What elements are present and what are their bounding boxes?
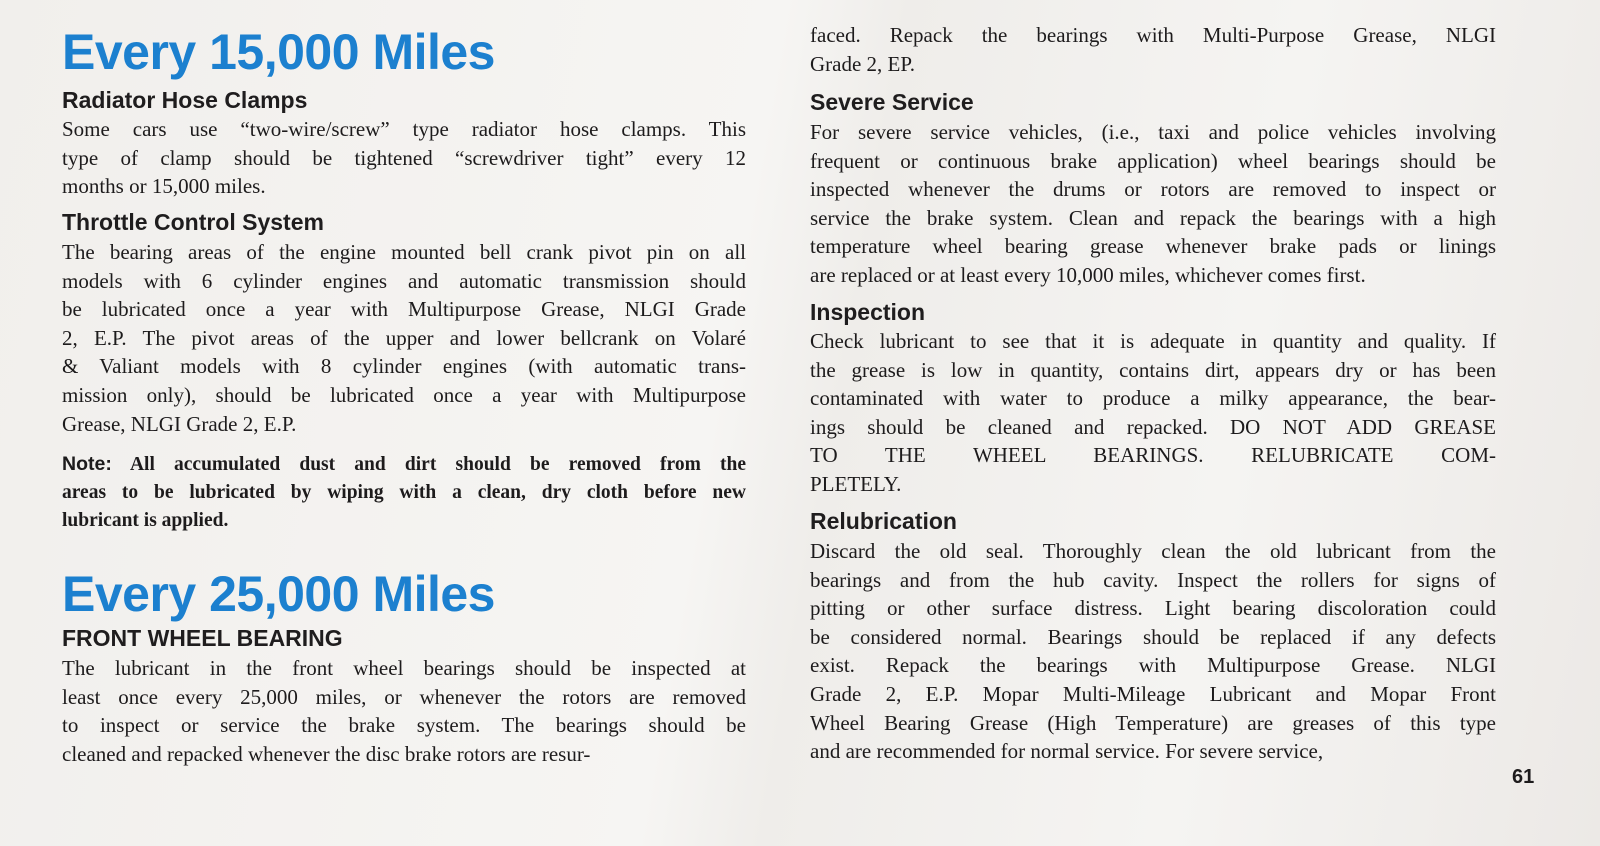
body-paragraph	[810, 21, 1496, 78]
text-line: and are recommended for normal service. For severe service,	[810, 739, 1324, 764]
body-paragraph	[810, 327, 1496, 499]
text-line: PLETELY.	[810, 471, 902, 496]
text-line: Grade 2, EP.	[810, 51, 915, 76]
text-line: Grade 2, E.P. Mopar Multi-Mileage Lubricant and Mopar Front	[810, 681, 1496, 706]
text-line: inspected whenever the drums or rotors are removed to inspect or	[810, 177, 1496, 202]
text-line: Discard the old seal. Thoroughly clean the old lubricant from the	[810, 539, 1496, 563]
text-line: mission only), should be lubricated once a year with Multipurpose	[62, 382, 746, 407]
text-line: Check lubricant to see that it is adequate in quantity and quality. If	[810, 329, 1496, 353]
text-line: months or 15,000 miles.	[62, 174, 266, 199]
text-line: 2, E.P. The pivot areas of the upper and lower bellcrank on Volaré	[62, 325, 746, 350]
text-line: the grease is low in quantity, contains dirt, appears dry or has been	[810, 357, 1496, 382]
text-line: are replaced or at least every 10,000 miles, whichever comes first.	[810, 262, 1366, 287]
subheading-throttle-control-system: Throttle Control System	[62, 209, 324, 235]
subheading-radiator-hose-clamps: Radiator Hose Clamps	[62, 87, 308, 113]
text-line: exist. Repack the bearings with Multipurpose Grease. NLGI	[810, 653, 1496, 678]
text-line: cleaned and repacked whenever the disc brake rotors are resur-	[62, 741, 591, 766]
text-line: lubricant is applied.	[62, 510, 229, 532]
body-paragraph	[62, 115, 746, 201]
text-line: service the brake system. Clean and repack the bearings with a high	[810, 205, 1496, 230]
subheading-severe-service: Severe Service	[810, 89, 974, 115]
subheading-front-wheel-bearing: FRONT WHEEL BEARING	[62, 625, 343, 651]
body-paragraph	[810, 118, 1496, 290]
subheading-inspection: Inspection	[810, 299, 926, 325]
text-line: least once every 25,000 miles, or whenever the rotors are removed	[62, 684, 746, 709]
text-line: contaminated with water to produce a milky appearance, the bear-	[810, 386, 1496, 411]
text-line	[62, 450, 746, 479]
note-paragraph	[62, 450, 746, 536]
text-line: Wheel Bearing Grease (High Temperature) are greases of this type	[810, 710, 1496, 735]
text-line: pitting or other surface distress. Light bearing discoloration could	[810, 596, 1496, 621]
text-line: The bearing areas of the engine mounted bell crank pivot pin on all	[62, 240, 746, 264]
text-line: frequent or continuous brake application) wheel bearings should be	[810, 148, 1496, 173]
text-line: faced. Repack the bearings with Multi-Purpose Grease, NLGI	[810, 23, 1496, 47]
text-line: For severe service vehicles, (i.e., taxi and police vehicles involving	[810, 120, 1496, 144]
text-line: to inspect or service the brake system. The bearings should be	[62, 713, 746, 738]
body-paragraph	[62, 238, 746, 438]
text-line: ings should be cleaned and repacked. DO NOT ADD GREASE	[810, 414, 1496, 439]
page-number: 61	[1512, 766, 1535, 788]
subheading-relubrication: Relubrication	[810, 508, 957, 534]
text-line: The lubricant in the front wheel bearings should be inspected at	[62, 656, 746, 680]
text-line: & Valiant models with 8 cylinder engines (with automatic trans-	[62, 354, 746, 379]
section-heading-every-15-000-miles: Every 15,000 Miles	[62, 24, 495, 80]
body-paragraph	[810, 537, 1496, 766]
body-paragraph	[62, 654, 746, 768]
text-line: TO THE WHEEL BEARINGS. RELUBRICATE COM-	[810, 443, 1496, 468]
text-line: bearings and from the hub cavity. Inspect the rollers for signs of	[810, 567, 1496, 592]
note-text: All accumulated dust and dirt should be removed from the	[129, 454, 746, 475]
note-label: Note:	[62, 453, 112, 475]
text-line: be considered normal. Bearings should be replaced if any defects	[810, 624, 1496, 649]
section-heading-every-25-000-miles: Every 25,000 Miles	[62, 566, 495, 622]
text-line: Grease, NLGI Grade 2, E.P.	[62, 411, 297, 436]
text-line: Some cars use “two-wire/screw” type radiator hose clamps. This	[62, 117, 746, 141]
text-line: temperature wheel bearing grease whenever brake pads or linings	[810, 234, 1496, 259]
text-line: areas to be lubricated by wiping with a clean, dry cloth before new	[62, 481, 746, 503]
text-line: be lubricated once a year with Multipurpose Grease, NLGI Grade	[62, 297, 746, 322]
text-line: models with 6 cylinder engines and automatic transmission should	[62, 268, 746, 293]
text-line: type of clamp should be tightened “screwdriver tight” every 12	[62, 145, 746, 170]
